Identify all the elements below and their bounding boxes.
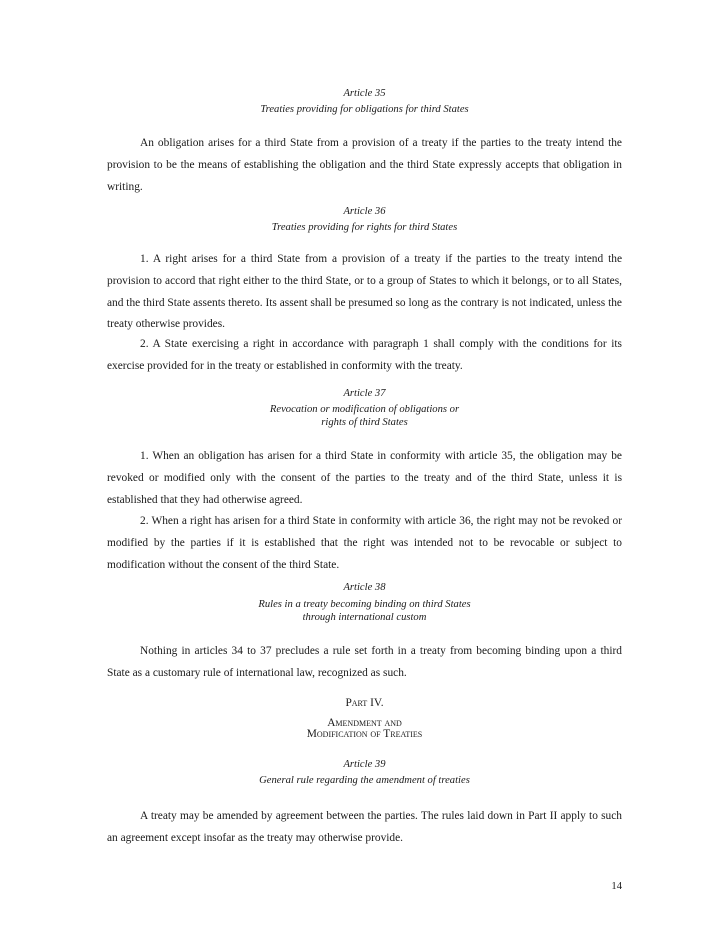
article-39-subtitle: General rule regarding the amendment of treaties [259,775,470,786]
article-37-subtitle-line-2: rights of third States [321,417,408,428]
article-39-title: Article 39 [343,759,386,770]
article-38-subtitle-line-1: Rules in a treaty becoming binding on third States [258,599,471,610]
article-35-text: An obligation arises for a third State from a provision of a treaty if the parties to the treaty intend the provision to be the means of establishing the obligation and the third State expressly accepts that obligation in writing. [107,137,622,193]
article-36-paragraph-1: 1. A right arises for a third State from a provision of a treaty if the parties to the treaty intend the provision to accord that right either to the third State, or to a group of States to which it belongs, or to all States, and the third State assents thereto. Its assent shall be presumed so long as the contrary is not indicated, unless the treaty otherwise provides. [107,253,622,331]
article-38-title: Article 38 [343,582,386,593]
article-35-subtitle: Treaties providing for obligations for third States [260,104,469,115]
article-36-title: Article 36 [343,206,386,217]
part-iv-heading: Part IV. [345,697,384,709]
article-37-paragraph-2: 2. When a right has arisen for a third State in conformity with article 36, the right may not be revoked or modified by the parties if it is established that the right was intended not to be revocable or subject to modification without the consent of the third State. [107,515,622,571]
article-35-title: Article 35 [343,88,386,99]
article-37-paragraph-1: 1. When an obligation has arisen for a third State in conformity with article 35, the obligation may be revoked or modified only with the consent of the parties to the treaty and of the third State, unless it is established that they had otherwise agreed. [107,450,622,506]
article-38-subtitle-line-2: through international custom [302,612,427,623]
article-39-text: A treaty may be amended by agreement between the parties. The rules laid down in Part II apply to such an agreement except insofar as the treaty may otherwise provide. [107,810,622,844]
article-37-subtitle-line-1: Revocation or modification of obligations or [269,404,460,415]
article-37-title: Article 37 [343,388,386,399]
part-iv-title-line-2: Modification of Treaties [306,728,423,740]
article-36-paragraph-2: 2. A State exercising a right in accordance with paragraph 1 shall comply with the conditions for its exercise provided for in the treaty or established in conformity with the treaty. [107,338,622,372]
document-page [107,0,622,943]
page-number: 14 [611,881,622,892]
article-36-subtitle: Treaties providing for rights for third States [271,222,458,233]
article-38-text: Nothing in articles 34 to 37 precludes a rule set forth in a treaty from becoming binding upon a third State as a customary rule of international law, recognized as such. [107,645,622,679]
part-iv-title-line-1: Amendment and [327,717,402,729]
